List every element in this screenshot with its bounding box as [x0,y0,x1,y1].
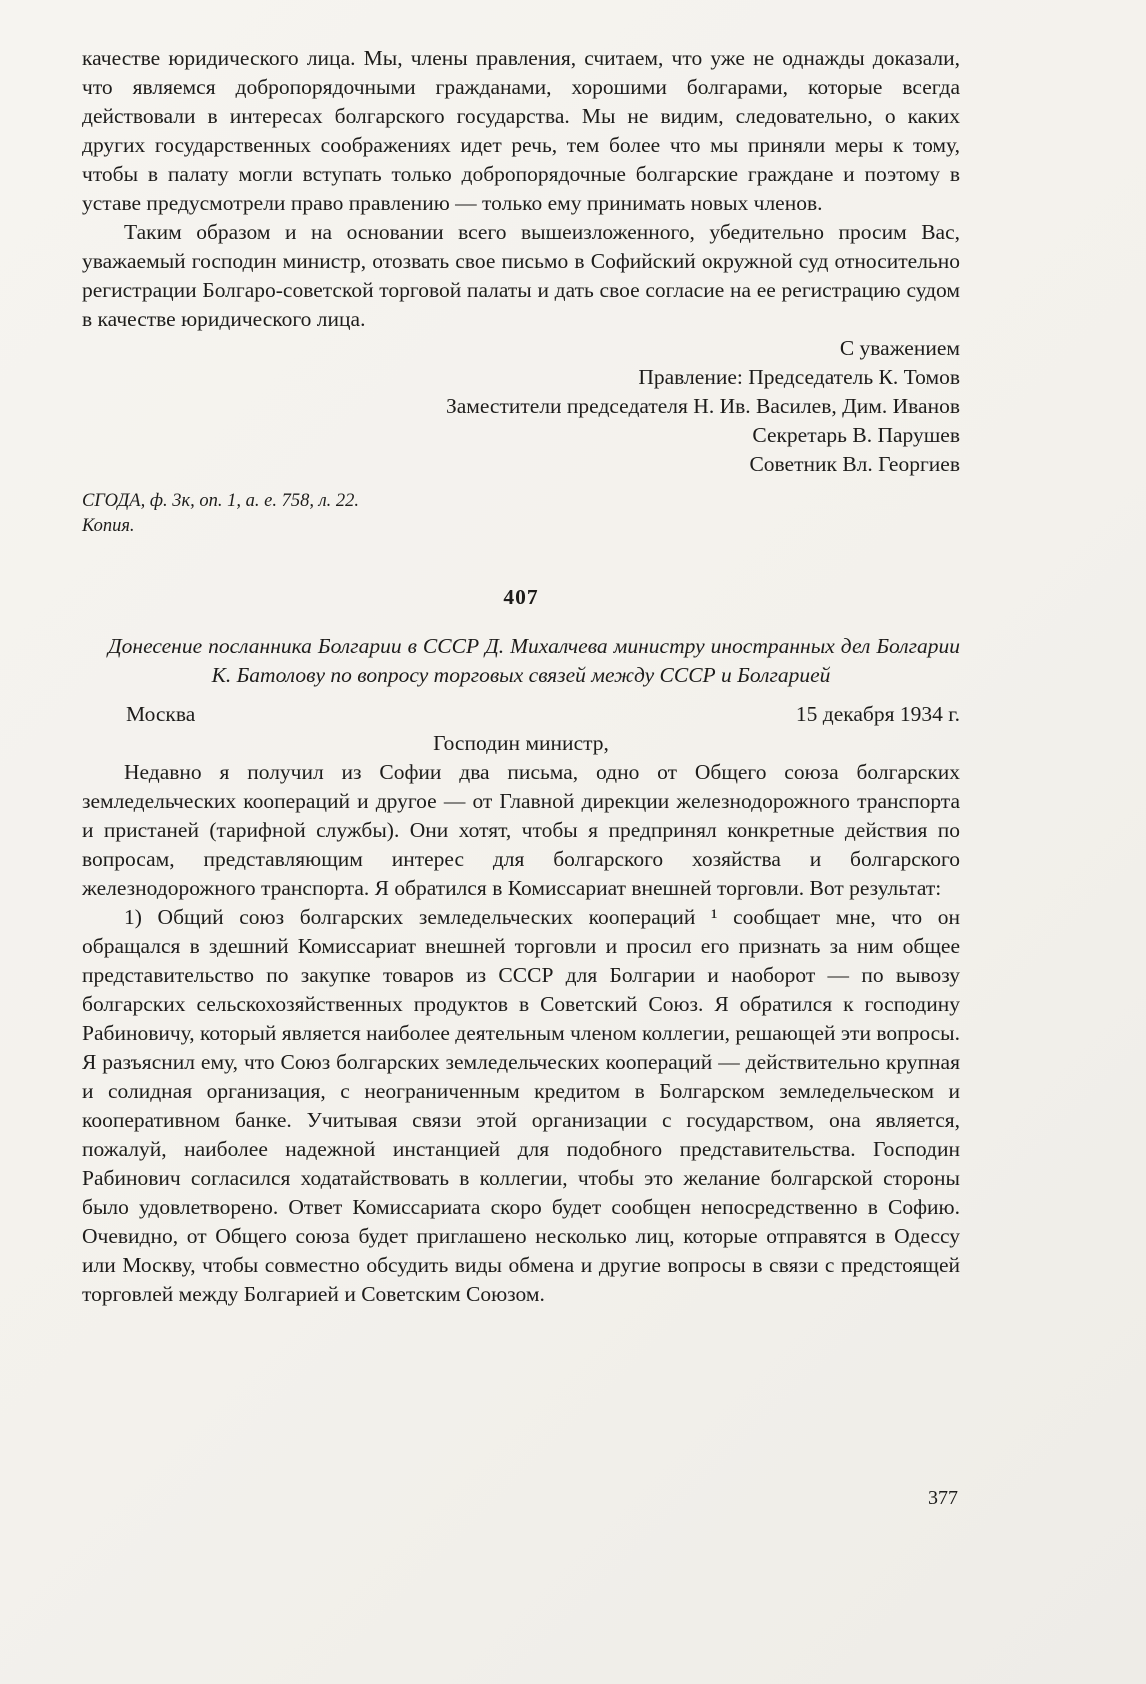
signature-line: Секретарь В. Парушев [752,423,960,447]
document-title: Донесение посланника Болгарии в СССР Д. Михалчева министру иностранных дел Болгарии К. Батолову по вопросу торговых связей между СССР и Болгарией [108,634,960,687]
dateline-date: 15 декабря 1934 г. [795,702,960,726]
salutation: Господин министр, [433,731,609,755]
document-paragraph-1: Недавно я получил из Софии два письма, одно от Общего союза болгарских земледельческих коопераций и другое — от Главной дирекции железнодорожного транспорта и пристаней (тарифной службы). Они хотят, чтобы я предпринял конкретные действия по вопросам, представляющим интерес для болгарского хозяйства и болгарского железнодорожного транспорта. Я обратился в Комиссариат внешней торговли. Вот результат: [82,760,960,900]
dateline [82,700,960,729]
letter-paragraph-continuation: качестве юридического лица. Мы, члены правления, считаем, что уже не однажды доказали, что являемся добропорядочными гражданами, хорошими болгарами, которые всегда действовали в интересах болгарского государства. Мы не видим, следовательно, о каких других государственных соображениях идет речь, тем более что мы приняли меры к тому, чтобы в палату могли вступать только добропорядочные болгарские граждане и поэтому в уставе предусмотрели право правлению — только ему принимать новых членов. [82,46,960,215]
signature-line: Заместители председателя Н. Ив. Василев, Дим. Иванов [445,394,960,418]
letter-closing: С уважением [839,336,960,360]
signature-line: Советник Вл. Георгиев [749,452,960,476]
page-number: 377 [928,1487,958,1509]
archive-reference-block [82,489,960,539]
copy-note: Копия. [82,516,135,536]
letter-paragraph-request: Таким образом и на основании всего вышеизложенного, убедительно просим Вас, уважаемый господин министр, отозвать свое письмо в Софийский окружной суд относительно регистрации Болгаро-советской торговой палаты и дать свое согласие на ее регистрацию судом в качестве юридического лица. [82,220,960,331]
archive-reference: СГОДА, ф. 3к, оп. 1, а. е. 758, л. 22. [82,491,360,511]
dateline-place: Москва [126,702,196,726]
document-number: 407 [503,585,539,609]
signature-block [82,334,960,479]
signature-line: Правление: Председатель К. Томов [638,365,960,389]
document-paragraph-2: 1) Общий союз болгарских земледельческих коопераций ¹ сообщает мне, что он обращался в здешний Комиссариат внешней торговли и просил его признать за ним общее представительство по закупке товаров из СССР для Болгарии и наоборот — по вывозу болгарских сельскохозяйственных продуктов в Советский Союз. Я обратился к господину Рабиновичу, который является наиболее деятельным членом коллегии, решающей эти вопросы. Я разъяснил ему, что Союз болгарских земледельческих коопераций — действительно крупная и солидная организация, с неограниченным кредитом в Болгарском земледельческом и кооперативном банке. Учитывая связи этой организации с государством, она является, пожалуй, наиболее надежной инстанцией для подобного представительства. Господин Рабинович согласился ходатайствовать в коллегии, чтобы это желание болгарской стороны было удовлетворено. Ответ Комиссариата скоро будет сообщен непосредственно в Софию. Очевидно, от Общего союза будет приглашено несколько лиц, которые отправятся в Одессу или Москву, чтобы совместно обсудить виды обмена и другие вопросы в связи с предстоящей торговлей между Болгарией и Советским Союзом. [82,905,960,1306]
